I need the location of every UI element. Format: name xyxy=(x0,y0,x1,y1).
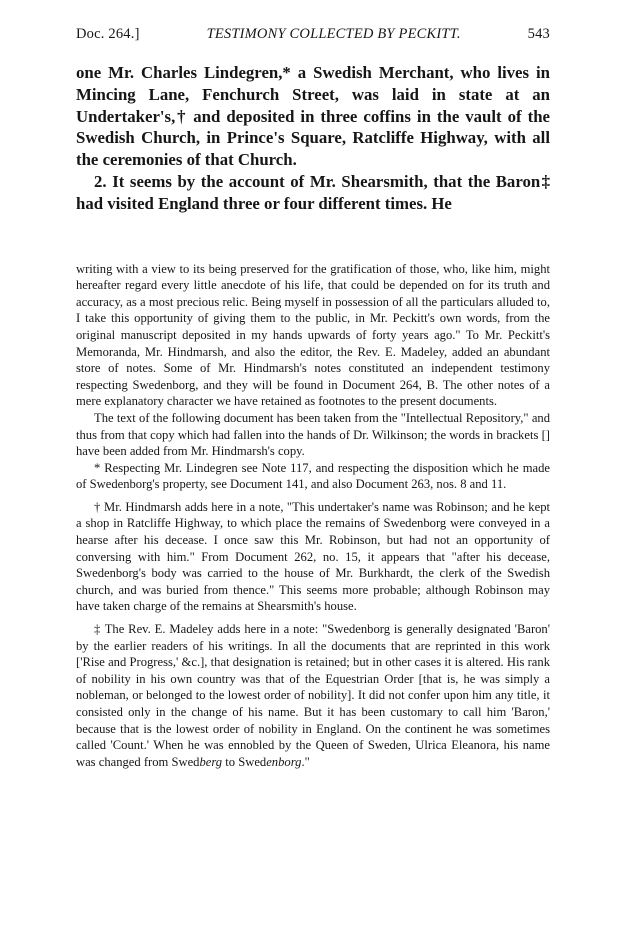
word-to: to xyxy=(225,754,236,769)
page-number: 543 xyxy=(527,26,550,42)
footnote-source-note: The text of the following document has been taken from the "Intellectual Repository," and thus from that copy which had fallen into the hands of Dr. Wilkinson; the words in brackets [] have been added from Mr. Hindmarsh's copy. xyxy=(76,410,550,459)
main-text xyxy=(76,62,550,215)
old-name-prefix: Swed xyxy=(171,754,200,769)
document-page xyxy=(76,26,550,770)
running-title: TESTIMONY COLLECTED BY PECKITT. xyxy=(206,26,461,42)
body-paragraph-2: 2. It seems by the account of Mr. Shearsmith, that the Baron‡ had visited England three or four different times. He xyxy=(76,171,550,213)
new-name-suffix: enborg xyxy=(266,754,302,769)
body-paragraph-1: one Mr. Charles Lindegren,* a Swedish Merchant, who lives in Mincing Lane, Fenchurch Street, was laid in state at an Undertaker's,† and deposited in three coffins in the vault of the Swedish Church, in Prince's Square, Ratcliffe Highway, with all the ceremonies of that Church. xyxy=(76,63,550,170)
footnote-continuation: writing with a view to its being preserved for the gratification of those, who, like him, might hereafter regard every little anecdote of his life, that could be depended on for its truth and accuracy, as a most precious relic. Being myself in possession of all the particulars alluded to, I take this opportunity of giving them to the public, in Mr. Peckitt's own words, from the original manuscript deposited in my hands upwards of forty years ago." To Mr. Peckitt's Memoranda, Mr. Hindmarsh, and also the editor, the Rev. E. Madeley, added an abundant store of notes. Some of Mr. Hindmarsh's notes constituted an independent testimony respecting Swedenborg, and they will be found in Document 264, B. The other notes of a mere explanatory character we have retained as footnotes to the present documents. xyxy=(76,261,550,409)
footnote-double-dagger-text: ‡ The Rev. E. Madeley adds here in a note: "Swedenborg is generally designated 'Baron' by the earlier readers of his writings. In all the documents that are reprinted in this work ['Rise and Progress,' &c.], that designation is retained; but in other cases it is altered. His rank of nobility in his own country was that of the Equestrian Order [that is, he was simply a nobleman, or belonged to the lowest order of nobility]. It did not confer upon him any title, it consisted only in the change of his name. But it has been customary to call him 'Baron,' because that is the lowest order of nobility in England. On the continent he was sometimes called 'Count.' When he was ennobled by the Queen of Sweden, Ulrica Eleanora, his name was changed from xyxy=(76,622,550,769)
footnotes-section xyxy=(76,261,550,771)
running-header xyxy=(76,26,550,48)
footnote-double-dagger xyxy=(76,621,550,770)
new-name-prefix: Swed xyxy=(238,754,267,769)
closing-quote: ." xyxy=(301,754,310,769)
document-reference: Doc. 264.] xyxy=(76,26,140,42)
footnote-dagger: † Mr. Hindmarsh adds here in a note, "This undertaker's name was Robinson; and he kept a shop in Ratcliffe Highway, to which place the remains of Swedenborg were conveyed in a hearse after his decease. I once saw this Mr. Robinson, but had not an opportunity of conversing with him." From Document 262, no. 15, it appears that "after his decease, Swedenborg's body was carried to the house of Mr. Burkhardt, the clerk of the Swedish church, and was buried from thence." This seems more probable; although Robinson may have taken charge of the remains at Shearsmith's house. xyxy=(76,499,550,614)
footnote-star: * Respecting Mr. Lindegren see Note 117, and respecting the disposition which he made of Swedenborg's property, see Document 141, and also Document 263, nos. 8 and 11. xyxy=(76,460,550,492)
old-name-suffix: berg xyxy=(199,754,223,769)
